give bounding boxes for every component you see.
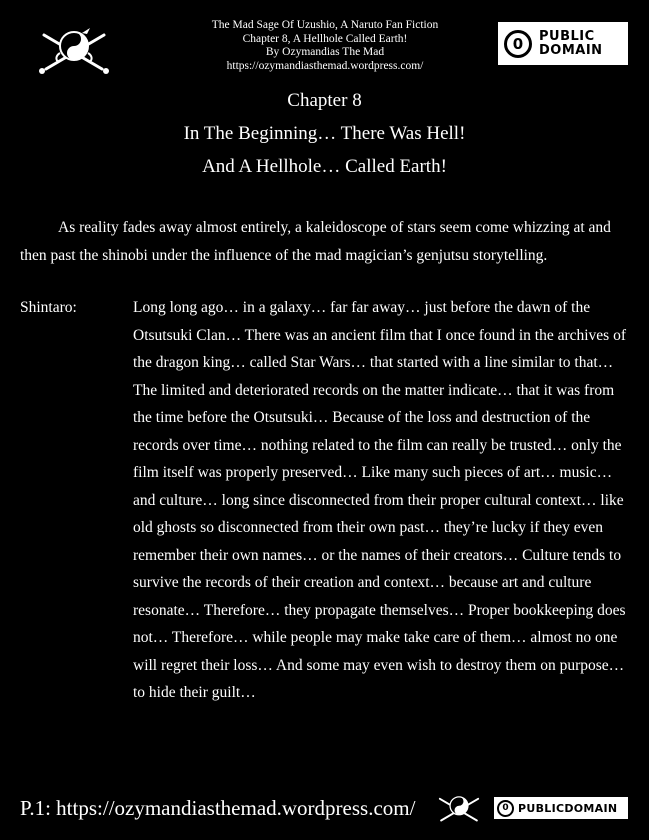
badge-line-1: PUBLIC (539, 28, 595, 44)
footer-badge-text: PUBLICDOMAIN (518, 801, 618, 815)
badge-line-2: DOMAIN (539, 42, 603, 58)
public-domain-badge (498, 22, 628, 65)
chapter-title-line-1: In The Beginning… There Was Hell! (183, 123, 466, 144)
speaker-name: Shintaro: (20, 299, 77, 316)
header-series-title: The Mad Sage Of Uzushio, A Naruto Fan Fiction (211, 19, 439, 31)
footer-page-url[interactable]: P.1: https://ozymandiasthemad.wordpress.com/ (20, 796, 416, 820)
header-chapter: Chapter 8, A Hellhole Called Earth! (242, 32, 408, 45)
public-domain-icon: 0 (504, 30, 532, 58)
chapter-number: Chapter 8 (287, 90, 362, 111)
header-author: By Ozymandias The Mad (265, 46, 385, 58)
public-domain-icon: 0 (497, 800, 514, 817)
chapter-title-line-2: And A Hellhole… Called Earth! (202, 156, 447, 177)
chapter-titles (0, 90, 649, 189)
header-url[interactable]: https://ozymandiasthemad.wordpress.com/ (226, 59, 424, 72)
yin-yang-crossed-swords-icon (38, 27, 110, 75)
narration-paragraph: As reality fades away almost entirely, a kaleidoscope of stars seem come whizzing at and then past the shinobi under the influence of the mad magician’s genjutsu storytelling. (20, 219, 611, 264)
yin-yang-crossed-swords-icon (436, 793, 482, 825)
dialogue-text: Long long ago… in a galaxy… far far away… just before the dawn of the Otsutsuki Clan… There was an ancient film that I once found in the archives of the dragon king… called Star Wars… that started with a line similar to that… The limited and deteriorated records on the matter indicate… that it was from the time before the Otsutsuki… Because of the loss and destruction of the records over time… nothing related to the film can really be trusted… only the film itself was properly preserved… Like many such pieces of art… music… and culture… long since disconnected from their proper cultural context… like old ghosts so disconnected from their own past… they’re lucky if they even remember their own names… or the names of their creators… Culture tends to survive the records of their creation and context… because art and culture resonate… Therefore… they propagate themselves… Proper bookkeeping does not… Therefore… while people may make take care of them… almost no one will regret their loss… And some may even wish to destroy them on purpose… to hide their guilt… (133, 299, 626, 701)
document-header (180, 19, 470, 73)
footer-public-domain-badge (494, 797, 628, 819)
